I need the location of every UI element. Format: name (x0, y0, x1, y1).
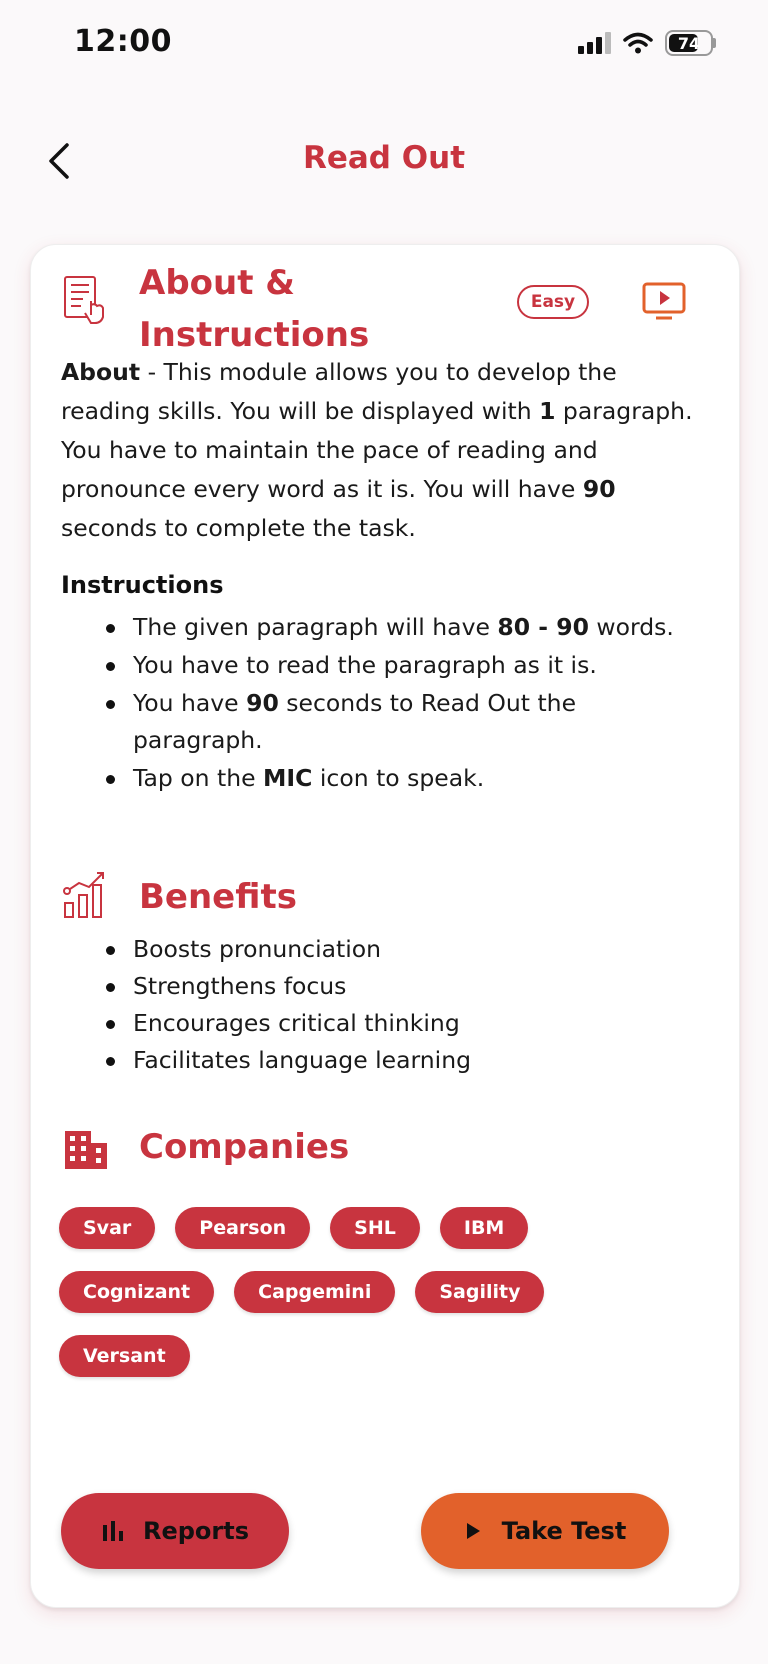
companies-section-header (61, 1121, 349, 1177)
status-time: 12:00 (74, 24, 172, 59)
company-chip[interactable]: Versant (59, 1335, 190, 1377)
battery-percent: 74 (677, 33, 701, 53)
companies-title: Companies (139, 1127, 350, 1167)
company-chips (59, 1207, 679, 1377)
about-section-header (61, 257, 409, 361)
instructions-list (133, 609, 713, 798)
instructions-heading: Instructions (61, 571, 224, 599)
cellular-signal-icon (578, 32, 611, 54)
growth-chart-icon (61, 869, 113, 921)
play-icon (464, 1521, 482, 1541)
company-chip[interactable]: Svar (59, 1207, 155, 1249)
benefits-section-header (61, 871, 297, 923)
video-tutorial-button[interactable] (641, 281, 687, 321)
benefits-title: Benefits (139, 877, 297, 917)
bar-chart-icon (101, 1519, 127, 1543)
nav-bar (0, 120, 768, 200)
about-label: About (61, 358, 141, 386)
difficulty-badge: Easy (517, 285, 589, 319)
list-item: The given paragraph will have 80 - 90 words. (133, 609, 713, 646)
list-item: Tap on the MIC icon to speak. (133, 760, 713, 797)
company-chip[interactable]: SHL (330, 1207, 420, 1249)
company-chip[interactable]: Pearson (175, 1207, 310, 1249)
list-item: Strengthens focus (133, 968, 713, 1005)
status-icons (578, 30, 716, 56)
company-chip[interactable]: Capgemini (234, 1271, 395, 1313)
module-card (30, 244, 740, 1608)
company-chip[interactable]: IBM (440, 1207, 528, 1249)
company-chip[interactable]: Cognizant (59, 1271, 214, 1313)
about-title: About & Instructions (139, 263, 370, 355)
reports-button[interactable] (61, 1493, 289, 1569)
take-test-label: Take Test (501, 1517, 627, 1545)
reports-label: Reports (142, 1517, 250, 1545)
take-test-button[interactable] (421, 1493, 669, 1569)
company-chip[interactable]: Sagility (415, 1271, 544, 1313)
about-description: About - This module allows you to develop the reading skills. You will be displayed with 1 paragraph. You have to maintain the pace of reading and pronounce every word as it is. You will have 90 seconds to complete the task. (61, 358, 693, 542)
status-bar (0, 0, 768, 90)
wifi-icon (623, 32, 653, 54)
benefits-list (133, 931, 713, 1079)
document-tap-icon (61, 273, 113, 325)
list-item: Boosts pronunciation (133, 931, 713, 968)
building-icon (61, 1125, 113, 1177)
battery-icon (665, 30, 713, 56)
list-item: Facilitates language learning (133, 1042, 713, 1079)
list-item: You have 90 seconds to Read Out the paragraph. (133, 685, 713, 759)
list-item: Encourages critical thinking (133, 1005, 713, 1042)
page-title: Read Out (302, 140, 466, 176)
list-item: You have to read the paragraph as it is. (133, 647, 713, 684)
